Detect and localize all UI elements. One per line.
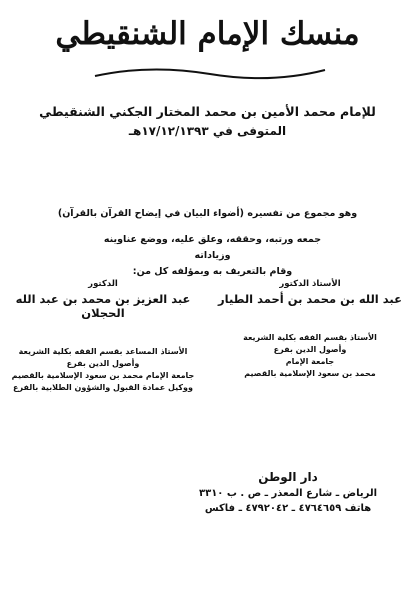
credits-line-1: جمعه ورتبه، وحققه، وعلق عليه، ووضع عناوينه وزياداته	[103, 234, 322, 261]
publisher-phone: هاتف ٤٧٦٤٦٥٩ ـ ٤٧٩٢٠٤٢ ـ فاكس	[204, 503, 372, 514]
credits-line-2: وقام بالتعريف به وبمؤلفه كل من:	[132, 266, 293, 277]
editor-1-affiliation	[215, 332, 405, 380]
publisher-address: الرياض ـ شارع المعذر ـ ص . ب ٣٣١٠	[198, 488, 377, 499]
description-line: وهو مجموع من تفسيره (أضواء البيان في إيضاح القرآن بالقرآن)	[57, 208, 358, 219]
editor-2-affiliation-line: جامعة الإمام محمد بن سعود الإسلامية بالقصيم	[11, 371, 195, 380]
editor-1	[215, 279, 405, 380]
publisher-name: دار الوطن	[258, 470, 318, 484]
editor-2-name: عبد العزيز بن محمد بن عبد الله الحجلان	[15, 292, 191, 320]
credits-block	[100, 232, 325, 280]
editor-2-degree: الدكتور	[88, 279, 118, 289]
title-ornament	[90, 62, 330, 84]
book-title: منسك الإمام الشنقيطي	[55, 16, 360, 52]
author-line: للإمام محمد الأمين بن محمد المختار الجكني الشنقيطي	[39, 104, 376, 119]
editor-1-affiliation-line: محمد بن سعود الإسلامية بالقصيم	[244, 369, 376, 378]
editor-2	[8, 279, 198, 394]
editor-1-name: عبد الله بن محمد بن أحمد الطيار	[218, 292, 402, 306]
death-date-line: المتوفى في ١٧/١٢/١٣٩٣هـ	[128, 124, 287, 138]
editor-1-affiliation-line: جامعة الإمام	[285, 357, 335, 366]
editor-1-affiliation-line: وأصول الدين بفرع	[273, 345, 347, 354]
publisher-block	[188, 470, 388, 514]
editor-2-affiliation-line: وأصول الدين بفرع	[66, 359, 140, 368]
editor-2-affiliation-line: الأستاذ المساعد بقسم الفقه بكلية الشريعة	[18, 347, 188, 356]
editor-1-degree: الأستاذ الدكتور	[279, 279, 341, 289]
editor-2-affiliation	[8, 346, 198, 394]
editor-2-affiliation-line: ووكيل عمادة القبول والشؤون الطلابية بالفرع	[13, 383, 193, 392]
editor-1-affiliation-line: الأستاذ بقسم الفقه بكلية الشريعة	[243, 333, 377, 342]
